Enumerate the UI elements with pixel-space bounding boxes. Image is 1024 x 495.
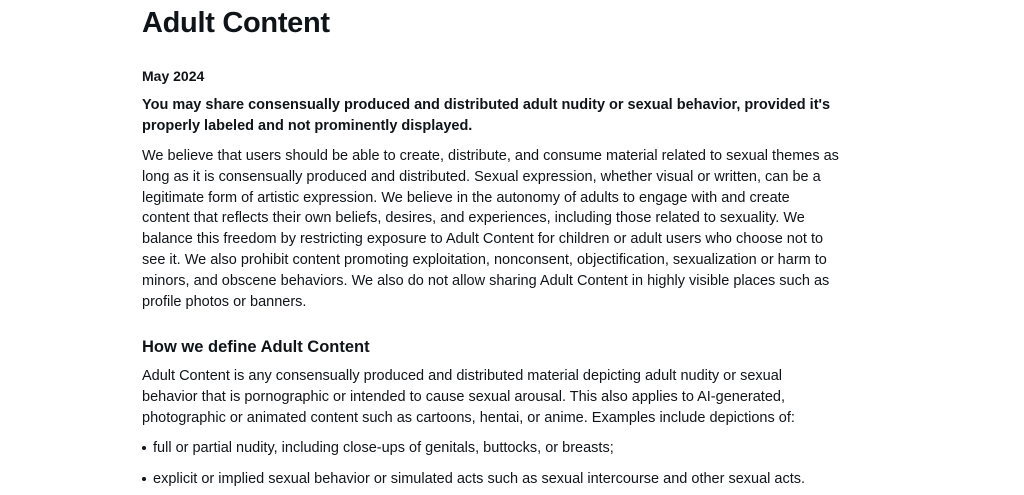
list-item-text: full or partial nudity, including close-ups of genitals, buttocks, or breasts; [153,440,614,456]
examples-list [142,438,840,495]
policy-date: May 2024 [142,68,205,84]
bullet-icon [142,477,146,481]
definition-paragraph: Adult Content is any consensually produced and distributed material depicting adult nudity or sexual behavior that is pornographic or intended to cause sexual arousal. This also applies to AI-generated, photographic or animated content such as cartoons, hentai, or anime. Examples include depictions of: [142,368,795,426]
list-item [142,469,840,490]
list-item-text: explicit or implied sexual behavior or simulated acts such as sexual intercourse and other sexual acts. [153,470,806,487]
policy-summary: You may share consensually produced and distributed adult nudity or sexual behavior, provided it's properly labeled and not prominently displayed. [142,97,831,134]
section-heading: How we define Adult Content [142,338,370,356]
page-title: Adult Content [142,7,330,39]
bullet-icon [142,446,146,450]
intro-paragraph: We believe that users should be able to create, distribute, and consume material related to sexual themes as long as it is consensually produced and distributed. Sexual expression, whether visual or written, can be a legitimate form of artistic expression. We believe in the autonomy of adults to engage with and create content that reflects their own beliefs, desires, and experiences, including those related to sexuality. We balance this freedom by restricting exposure to Adult Content for children or adult users who choose not to see it. We also prohibit content promoting exploitation, nonconsent, objectification, sexualization or harm to minors, and obscene behaviors. We also do not allow sharing Adult Content in highly visible places such as profile photos or banners. [142,148,839,310]
list-item [142,438,840,459]
